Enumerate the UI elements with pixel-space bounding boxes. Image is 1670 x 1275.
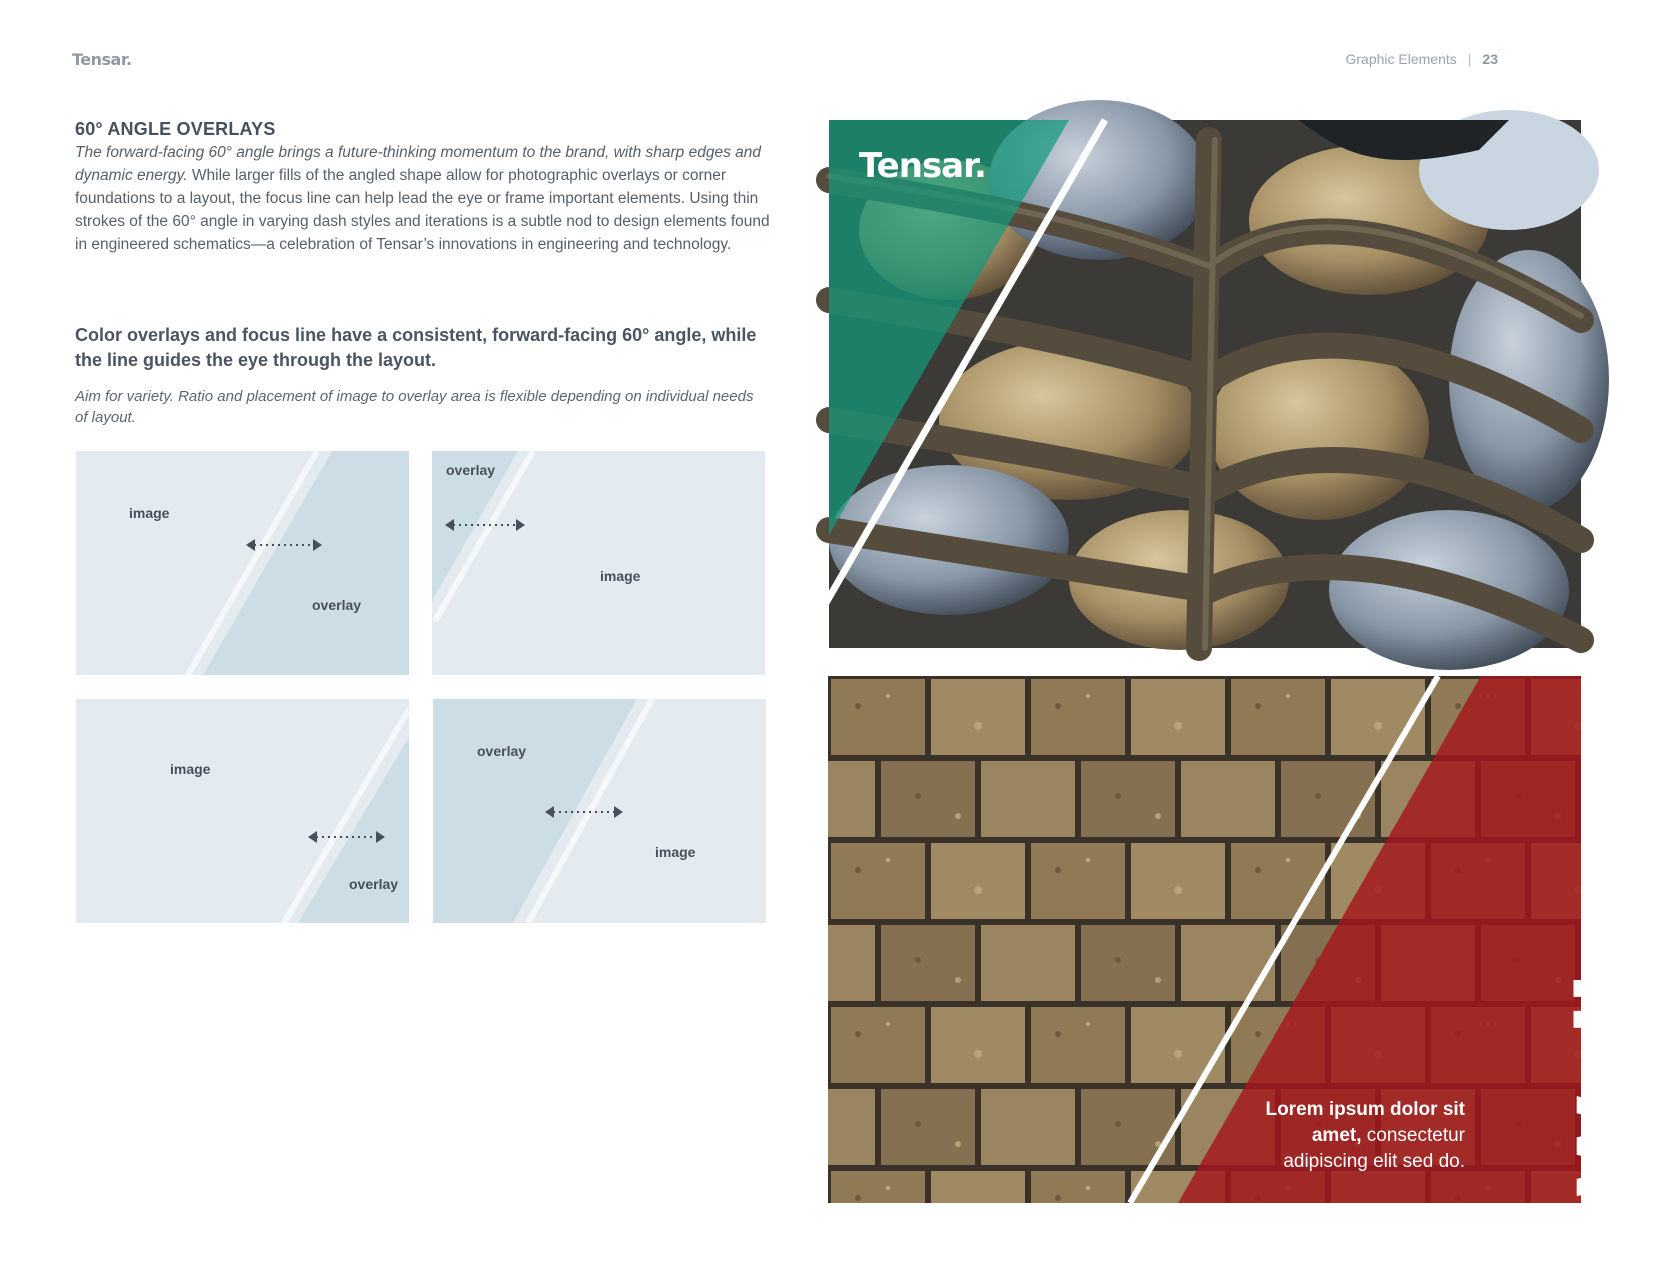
image-label: image bbox=[655, 844, 696, 860]
page-header bbox=[1346, 51, 1499, 67]
overlay-label: overlay bbox=[312, 597, 362, 613]
overlay-label: overlay bbox=[349, 876, 399, 892]
diagram-1 bbox=[76, 451, 409, 675]
image-label: image bbox=[170, 761, 211, 777]
photo-tensar-logo: Tensar. bbox=[859, 146, 986, 186]
caption-bold: Lorem ipsum dolor sit amet, bbox=[1265, 1099, 1465, 1146]
intro-paragraph bbox=[75, 141, 775, 256]
intro-italic: The forward-facing 60° angle brings a future-thinking momentum to the brand, with sharp edges and dynamic energy. bbox=[75, 144, 762, 184]
diagram-4 bbox=[433, 699, 766, 923]
header-separator: | bbox=[1467, 51, 1472, 67]
section-title: 60° ANGLE OVERLAYS bbox=[75, 119, 276, 139]
variety-note: Aim for variety. Ratio and placement of image to overlay area is flexible depending on individual needs of layout. bbox=[75, 388, 754, 426]
photo-retaining-wall: Walls Lorem ipsum dolor sit amet, consectetur adipiscing elit sed do. bbox=[828, 676, 1581, 1203]
image-label: image bbox=[600, 568, 641, 584]
lead-statement: Color overlays and focus line have a consistent, forward-facing 60° angle, while the line guides the eye through the layout. bbox=[75, 325, 757, 370]
tensar-logo: Tensar. bbox=[72, 50, 132, 69]
section-name: Graphic Elements bbox=[1345, 51, 1457, 67]
photo-geogrid bbox=[829, 120, 1581, 648]
page-number: 23 bbox=[1482, 51, 1498, 67]
intro-rest: While larger fills of the angled shape allow for photographic overlays or corner foundations to a layout, the focus line can help lead the eye or frame important elements. Using thin strokes of the 60° angle in varying dash styles and iterations is a subtle nod to design elements found in engineered schematics—a celebration of Tensar’s innovations in engineering and technology. bbox=[75, 167, 770, 253]
image-label: image bbox=[129, 505, 170, 521]
diagram-2 bbox=[432, 451, 765, 675]
overlay-label: overlay bbox=[446, 462, 496, 478]
wall-caption bbox=[1235, 1097, 1465, 1175]
caption-rest: consectetur adipiscing elit sed do. bbox=[1283, 1125, 1465, 1172]
diagram-3 bbox=[76, 699, 409, 923]
overlay-label: overlay bbox=[477, 743, 527, 759]
